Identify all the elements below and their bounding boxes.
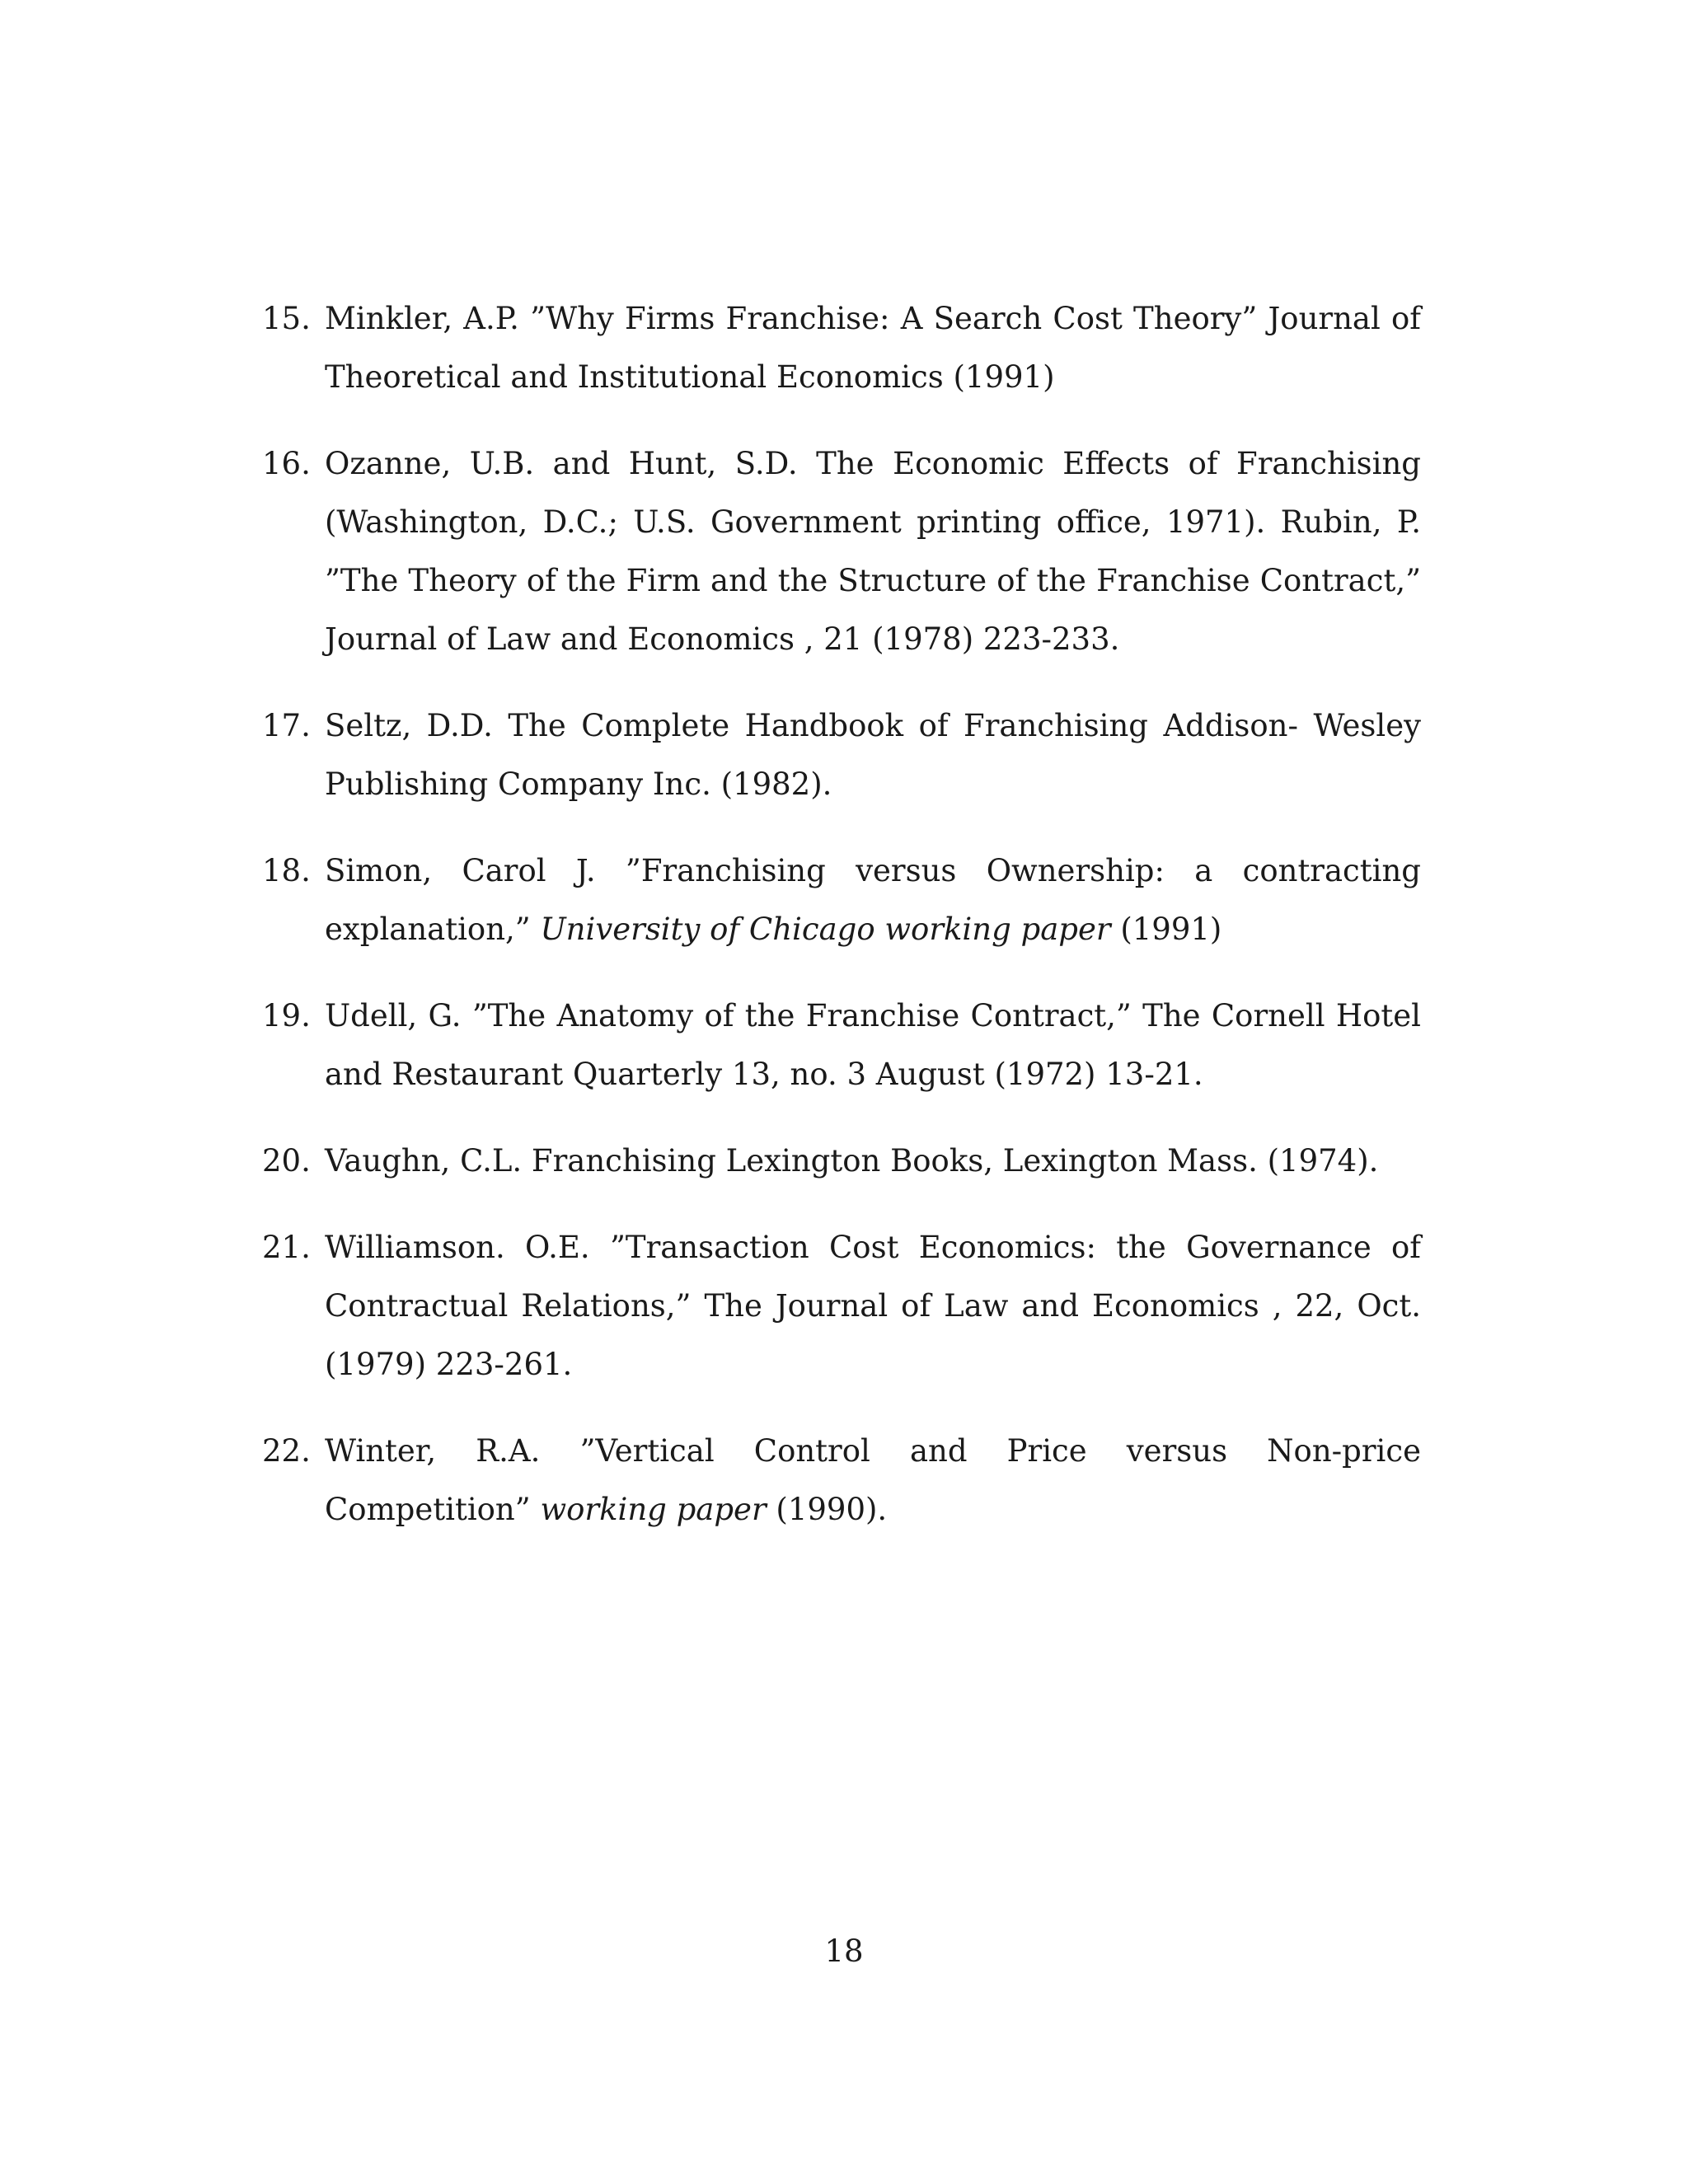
reference-segment: Minkler, A.P. ”Why Firms Franchise: A Search Cost Theory” Journal of Theoretical and Institutional Economics (1991) (325, 301, 1421, 395)
page-number: 18 (824, 1933, 864, 1969)
reference-item (262, 696, 1421, 813)
reference-segment: Udell, G. ”The Anatomy of the Franchise Contract,” The Cornell Hotel and Restaurant Quarterly 13, no. 3 August (1972) 13-21. (325, 998, 1421, 1092)
reference-number: 22. (262, 1433, 311, 1469)
reference-number: 20. (262, 1143, 311, 1179)
reference-item (262, 289, 1421, 406)
reference-segment: Simon, Carol J. ”Franchising versus Ownership: a contracting explanation,” (325, 853, 1421, 947)
reference-item (262, 1218, 1421, 1394)
reference-item (262, 987, 1421, 1104)
reference-text (325, 1230, 1421, 1382)
reference-segment: Seltz, D.D. The Complete Handbook of Franchising Addison- Wesley Publishing Company Inc. (1982). (325, 708, 1421, 802)
reference-text (325, 301, 1421, 395)
reference-segment: Winter, R.A. ”Vertical Control and Price versus Non-price Competition” (325, 1433, 1421, 1527)
reference-segment: (1990). (766, 1492, 888, 1527)
reference-number: 17. (262, 708, 311, 743)
reference-text (325, 998, 1421, 1092)
reference-number: 21. (262, 1230, 311, 1265)
reference-number: 15. (262, 301, 311, 336)
reference-text (325, 708, 1421, 802)
reference-list (262, 289, 1421, 1567)
reference-text (325, 1143, 1378, 1179)
reference-segment: Vaughn, C.L. Franchising Lexington Books, Lexington Mass. (1974). (325, 1143, 1379, 1179)
reference-text (325, 853, 1421, 947)
reference-item (262, 1132, 1421, 1190)
reference-italic-segment: working paper (540, 1492, 767, 1527)
reference-segment: (1991) (1110, 912, 1222, 947)
reference-text (325, 446, 1421, 657)
reference-number: 18. (262, 853, 311, 888)
reference-item (262, 434, 1421, 668)
reference-item (262, 1422, 1421, 1539)
reference-segment: Ozanne, U.B. and Hunt, S.D. The Economic Effects of Franchising (Washington, D.C.; U.S. Government printing office, 1971). Rubin, P. ”The Theory of the Firm and the Structure of the Franchise Contract,” Journal of Law and Economics , 21 (1978) 223-233. (325, 446, 1421, 657)
reference-segment: Williamson. O.E. ”Transaction Cost Economics: the Governance of Contractual Relations,” The Journal of Law and Economics , 22, Oct. (1979) 223-261. (325, 1230, 1421, 1382)
reference-number: 19. (262, 998, 311, 1033)
reference-number: 16. (262, 446, 311, 481)
reference-text (325, 1433, 1421, 1527)
reference-item (262, 841, 1421, 958)
reference-italic-segment: University of Chicago working paper (540, 912, 1111, 947)
